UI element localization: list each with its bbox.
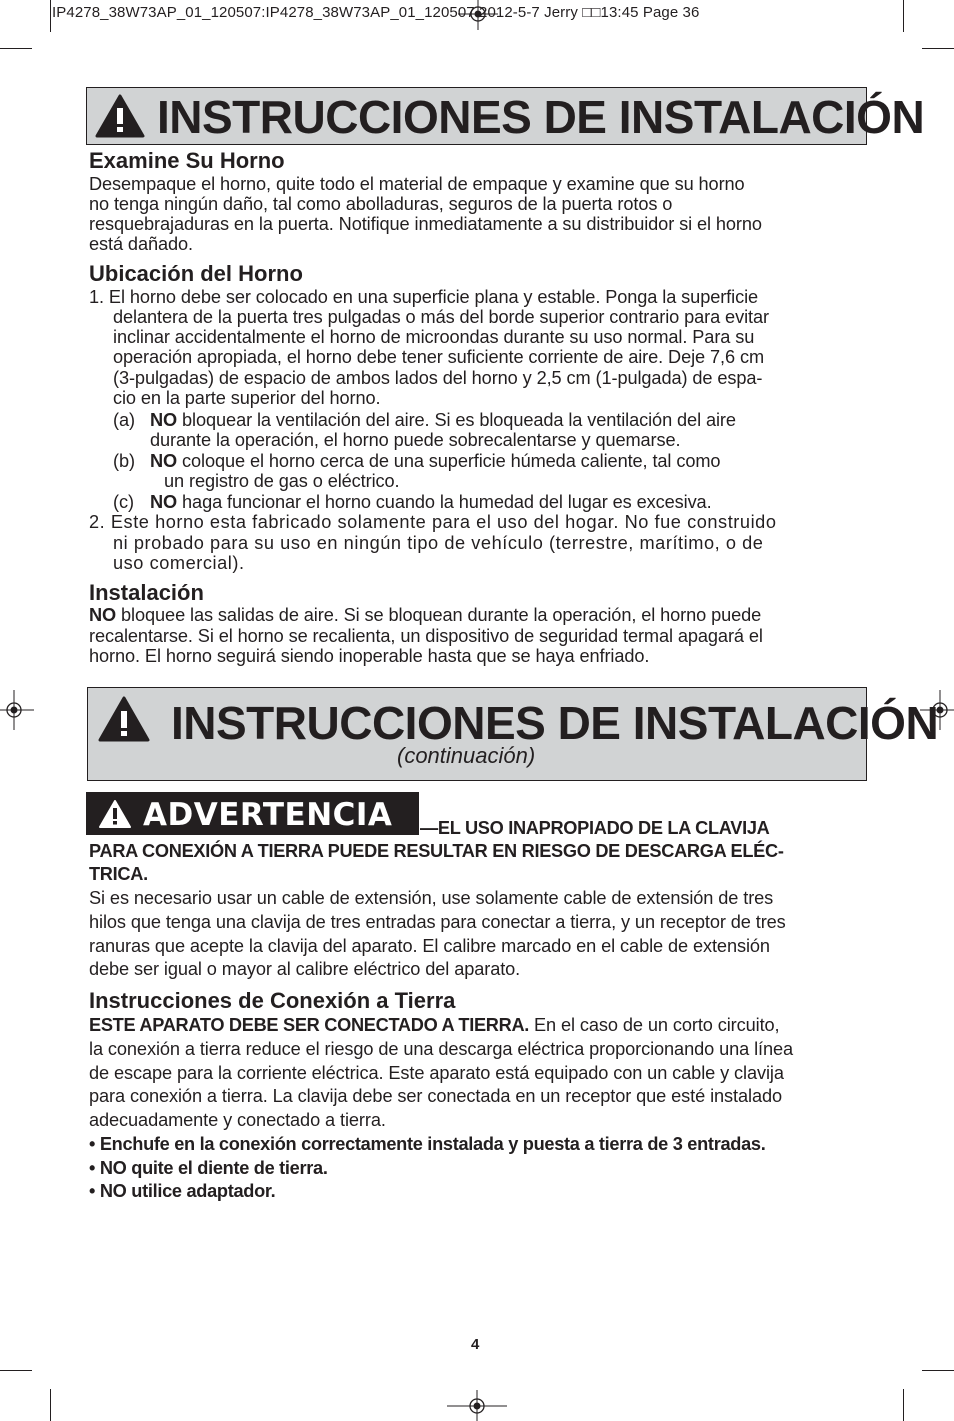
registration-mark-icon: [0, 690, 34, 730]
list-item-line: inclinar accidentalmente el horno de microondas durante su uso normal. Para su: [113, 327, 755, 347]
sub-item-label: (a): [113, 410, 135, 430]
list-item-line: uso comercial).: [113, 553, 245, 573]
section-banner: [86, 87, 925, 145]
printer-slug: IP4278_38W73AP_01_120507:IP4278_38W73AP_01_120507 2012-5-7 Jerry □□13:45 Page 36: [52, 4, 700, 21]
paragraph-line: ESTE APARATO DEBE SER CONECTADO A TIERRA. En el caso de un corto circuito,: [89, 1015, 780, 1035]
crop-mark: [922, 1370, 954, 1371]
paragraph-line: NO bloquee las salidas de aire. Si se bloquean durante la operación, el horno puede: [89, 605, 762, 625]
section-subtitle: (continuación): [397, 743, 536, 768]
section-title: INSTRUCCIONES DE INSTALACIÓN: [171, 697, 939, 749]
paragraph-line: horno. El horno seguirá siendo inoperable hasta que se haya enfriado.: [89, 646, 650, 666]
paragraph-line: resquebrajaduras en la puerta. Notifique inmediatamente a su distribuidor si el horno: [89, 214, 762, 234]
warning-triangle-icon: [98, 799, 132, 829]
paragraph-line: recalentarse. Si el horno se recalienta, un dispositivo de seguridad termal apagará el: [89, 626, 763, 646]
sub-item-line: un registro de gas o eléctrico.: [164, 471, 400, 491]
warning-badge-label: ADVERTENCIA: [143, 797, 393, 833]
sub-item-label: (c): [113, 492, 134, 512]
sub-item-line: durante la operación, el horno puede sobrecalentarse y quemarse.: [150, 430, 681, 450]
paragraph-line: ranuras que acepte la clavija del aparato. El calibre marcado en el cable de extensión: [89, 936, 770, 956]
crop-mark: [903, 1389, 904, 1421]
paragraph-line: Si es necesario usar un cable de extensión, use solamente cable de extensión de tres: [89, 888, 774, 908]
section-banner: [87, 687, 939, 781]
section-heading: Instrucciones de Conexión a Tierra: [89, 988, 456, 1013]
section-heading: Instalación: [89, 580, 204, 605]
warning-triangle-icon: [98, 696, 150, 742]
warning-triangle-icon: [95, 94, 145, 138]
crop-mark: [50, 0, 51, 32]
paragraph-line: de escape para la corriente eléctrica. Este aparato está equipado con un cable y clavija: [89, 1063, 784, 1083]
section-heading: Ubicación del Horno: [89, 261, 303, 286]
paragraph-line: la conexión a tierra reduce el riesgo de una descarga eléctrica proporcionando una línea: [89, 1039, 794, 1059]
paragraph-line: hilos que tenga una clavija de tres entradas para conectar a tierra, y un receptor de tres: [89, 912, 786, 932]
bullet-item: • NO quite el diente de tierra.: [89, 1158, 328, 1178]
sub-item-label: (b): [113, 451, 135, 471]
list-item-line: delantera de la puerta tres pulgadas o más del borde superior contrario para evitar: [113, 307, 769, 327]
list-item-line: (3-pulgadas) de espacio de ambos lados del horno y 2,5 cm (1-pulgada) de espa-: [113, 368, 763, 388]
crop-mark: [0, 48, 32, 49]
paragraph-line: para conexión a tierra. La clavija debe ser conectada en un receptor que esté instalado: [89, 1086, 782, 1106]
list-item-line: 1. El horno debe ser colocado en una superficie plana y estable. Ponga la superficie: [89, 287, 759, 307]
list-item-line: ni probado para su uso en ningún tipo de vehículo (terrestre, marítimo, o de: [113, 533, 764, 553]
warning-text: —EL USO INAPROPIADO DE LA CLAVIJA: [420, 818, 770, 838]
crop-mark: [922, 48, 954, 49]
list-item-line: operación apropiada, el horno debe tener suficiente corriente de aire. Deje 7,6 cm: [113, 347, 764, 367]
paragraph-line: adecuadamente y conectado a tierra.: [89, 1110, 386, 1130]
paragraph-line: está dañado.: [89, 234, 193, 254]
bullet-item: • Enchufe en la conexión correctamente instalada y puesta a tierra de 3 entradas.: [89, 1134, 766, 1154]
paragraph-line: Desempaque el horno, quite todo el material de empaque y examine que su horno: [89, 174, 745, 194]
page-title: INSTRUCCIONES DE INSTALACIÓN: [157, 91, 925, 143]
crop-mark: [0, 1370, 32, 1371]
sub-item-line: NO bloquear la ventilación del aire. Si es bloqueada la ventilación del aire: [150, 410, 736, 430]
page-number: 4: [471, 1336, 480, 1353]
sub-item-line: NO coloque el horno cerca de una superficie húmeda caliente, tal como: [150, 451, 721, 471]
bullet-item: • NO utilice adaptador.: [89, 1181, 276, 1201]
crop-mark: [903, 0, 904, 32]
paragraph-line: debe ser igual o mayor al calibre eléctrico del aparato.: [89, 959, 521, 979]
section-heading: Examine Su Horno: [89, 148, 285, 173]
list-item-line: 2. Este horno esta fabricado solamente para el uso del hogar. No fue construido: [89, 512, 777, 532]
warning-badge: [86, 792, 419, 835]
warning-text: TRICA.: [89, 864, 148, 884]
crop-mark: [50, 1389, 51, 1421]
list-item-line: cio en la parte superior del horno.: [113, 388, 381, 408]
paragraph-line: no tenga ningún daño, tal como abolladuras, seguros de la puerta rotos o: [89, 194, 673, 214]
registration-mark-icon: [447, 1390, 507, 1421]
sub-item-line: NO haga funcionar el horno cuando la humedad del lugar es excesiva.: [150, 492, 712, 512]
warning-text: PARA CONEXIÓN A TIERRA PUEDE RESULTAR EN RIESGO DE DESCARGA ELÉC-: [89, 841, 784, 861]
